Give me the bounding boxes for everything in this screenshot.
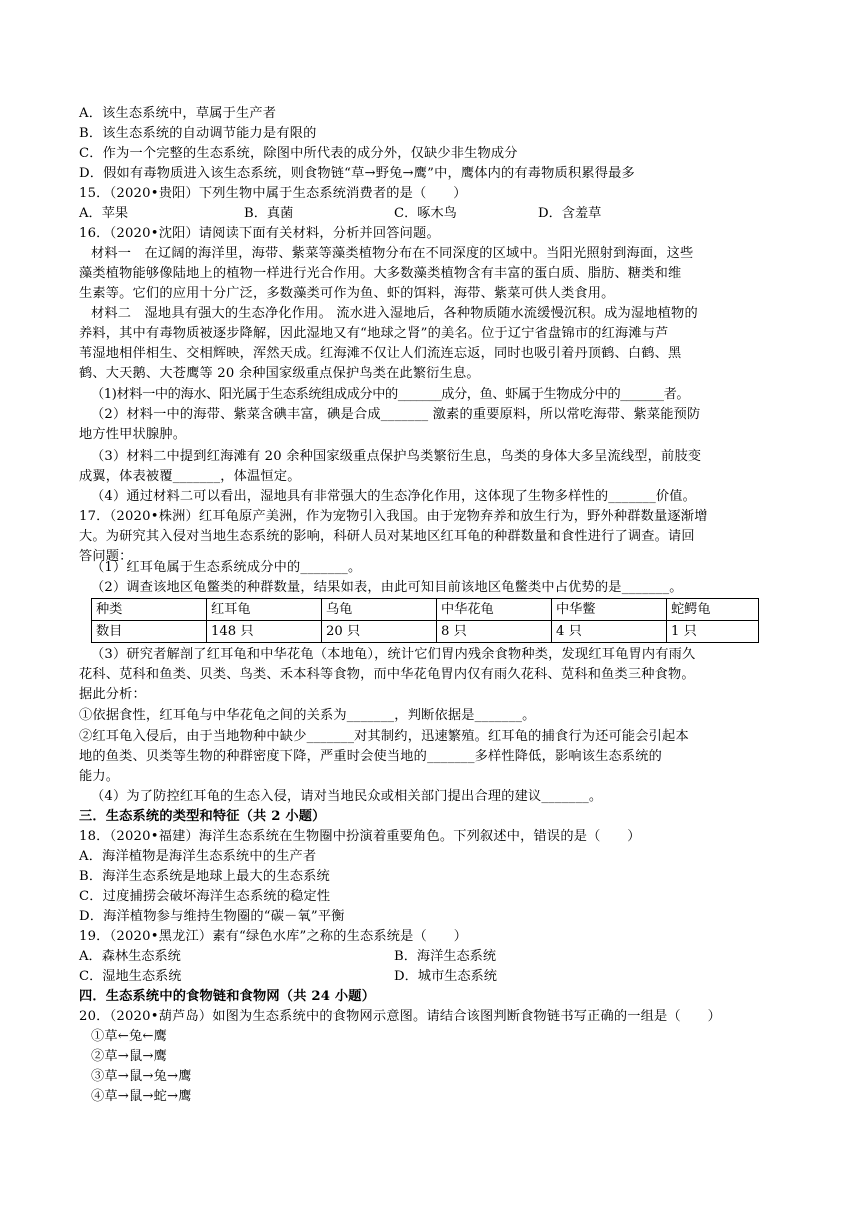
population-table bbox=[91, 598, 759, 643]
q17-line: 17．（2020•株洲）红耳龟原产美洲，作为宠物引入我国。由于宠物弃养和放生行为，野外种群数量逐渐增 bbox=[79, 509, 708, 524]
q16-line: 鹤、大天鹅、大苍鹰等 20 余种国家级重点保护鸟类在此繁衍生息。 bbox=[79, 366, 480, 381]
q16-line: 养料，其中有毒物质被逐步降解，因此湿地又有“地球之肾”的美名。位于辽宁省盘锦市的红海滩与芦 bbox=[79, 326, 669, 341]
q18-option-a: A．海洋植物是海洋生态系统中的生产者 bbox=[79, 849, 317, 864]
q19-stem: 19．（2020•黑龙江）素有“绿色水库”之称的生态系统是（ ） bbox=[79, 929, 468, 944]
q16-sub1: （1)材料一中的海水、阳光属于生态系统组成成分中的_______成分，鱼、虾属于生物成分中的_______者。 bbox=[91, 387, 690, 402]
q17-line: ①依据食性，红耳龟与中华花龟之间的关系为_______，判断依据是_______。 bbox=[79, 708, 536, 723]
q20-stem: 20．（2020•葫芦岛）如图为生态系统中的食物网示意图。请结合该图判断食物链书写正确的一组是（ ） bbox=[79, 1009, 721, 1024]
section-heading: 三．生态系统的类型和特征（共 2 小题） bbox=[79, 809, 326, 824]
q16-sub2: （2）材料一中的海带、紫菜含碘丰富，碘是合成_______ 激素的重要原料，所以常吃海带、紫菜能预防 bbox=[91, 407, 701, 422]
table-cell: 种类 bbox=[92, 599, 207, 621]
q17-line: 能力。 bbox=[79, 769, 120, 784]
q14-option-d: D．假如有毒物质进入该生态系统，则食物链“草→野兔→鹰”中，鹰体内的有毒物质积累得最多 bbox=[79, 166, 635, 181]
table-cell: 中华鳖 bbox=[552, 599, 667, 621]
q19-options-row1 bbox=[79, 947, 779, 967]
q16-line: 地方性甲状腺肿。 bbox=[79, 427, 187, 442]
q15-options bbox=[79, 204, 779, 224]
q20-option-1: ①草←兔←鹰 bbox=[91, 1029, 168, 1044]
q16-line: 材料二 湿地具有强大的生态净化作用。 流水进入湿地后，各种物质随水流缓慢沉积。成为湿地植物的 bbox=[91, 306, 698, 321]
q15-option-a: A．苹果 bbox=[79, 206, 129, 221]
table-cell: 148 只 bbox=[207, 621, 322, 643]
q16-line: 生素等。它们的应用十分广泛，多数藻类可作为鱼、虾的饵料，海带、紫菜可供人类食用。 bbox=[79, 286, 615, 301]
table-header-row bbox=[92, 599, 759, 621]
q20-option-4: ④草→鼠→蛇→鹰 bbox=[91, 1089, 192, 1104]
q17-line: 花科、苋科和鱼类、贝类、鸟类、禾本科等食物，而中华花龟胃内仅有雨久花科、苋科和鱼类三种食物。 bbox=[79, 667, 695, 682]
table-row bbox=[92, 621, 759, 643]
q17-sub1: （1）红耳龟属于生态系统成分中的_______。 bbox=[91, 560, 362, 575]
table-cell: 8 只 bbox=[437, 621, 552, 643]
q17-sub2: （2）调查该地区龟鳖类的种群数量，结果如表，由此可知目前该地区龟鳖类中占优势的是_______。 bbox=[91, 580, 683, 595]
table-cell: 乌龟 bbox=[322, 599, 437, 621]
table-cell: 蛇鳄龟 bbox=[667, 599, 759, 621]
q17-line: 据此分析： bbox=[79, 687, 146, 702]
q17-sub3: （3）研究者解剖了红耳龟和中华花龟（本地龟），统计它们胃内残余食物种类，发现红耳龟胃内有雨久 bbox=[91, 647, 696, 662]
q18-option-b: B．海洋生态系统是地球上最大的生态系统 bbox=[79, 869, 330, 884]
q16-line: 苇湿地相伴相生、交相辉映，浑然天成。红海滩不仅让人们流连忘返，同时也吸引着丹顶鹤、白鹤、黑 bbox=[79, 346, 682, 361]
q14-option-b: B．该生态系统的自动调节能力是有限的 bbox=[79, 126, 317, 141]
q14-option-c: C．作为一个完整的生态系统，除图中所代表的成分外，仅缺少非生物成分 bbox=[79, 146, 518, 161]
q16-line: 材料一 在辽阔的海洋里，海带、紫菜等藻类植物分布在不同深度的区域中。当阳光照射到海面，这些 bbox=[91, 246, 694, 261]
q15-option-b: B．真菌 bbox=[244, 206, 294, 221]
q19-option-a: A．森林生态系统 bbox=[79, 949, 181, 964]
q18-option-c: C．过度捕捞会破坏海洋生态系统的稳定性 bbox=[79, 889, 331, 904]
table-cell: 1 只 bbox=[667, 621, 759, 643]
q16-line: 成翼，体表被覆_______，体温恒定。 bbox=[79, 469, 301, 484]
table-cell: 中华花龟 bbox=[437, 599, 552, 621]
q15-option-c: C．啄木鸟 bbox=[394, 206, 457, 221]
q19-option-c: C．湿地生态系统 bbox=[79, 969, 182, 984]
q19-option-b: B．海洋生态系统 bbox=[394, 949, 497, 964]
q19-options-row2 bbox=[79, 967, 779, 987]
q20-option-2: ②草→鼠→鹰 bbox=[91, 1049, 168, 1064]
q20-option-3: ③草→鼠→兔→鹰 bbox=[91, 1069, 192, 1084]
q14-option-a: A．该生态系统中，草属于生产者 bbox=[79, 106, 277, 121]
q16-sub3: （3）材料二中提到红海滩有 20 余种国家级重点保护鸟类繁衍生息，鸟类的身体大多呈流线型，前肢变 bbox=[91, 449, 702, 464]
q18-stem: 18．（2020•福建）海洋生态系统在生物圈中扮演着重要角色。下列叙述中，错误的是（ ） bbox=[79, 829, 641, 844]
table-cell: 4 只 bbox=[552, 621, 667, 643]
table-cell: 数目 bbox=[92, 621, 207, 643]
table-cell: 红耳龟 bbox=[207, 599, 322, 621]
q19-option-d: D．城市生态系统 bbox=[394, 969, 497, 984]
q18-option-d: D．海洋植物参与维持生物圈的“碳－氧”平衡 bbox=[79, 909, 345, 924]
q16-sub4: （4）通过材料二可以看出，湿地具有非常强大的生态净化作用，这体现了生物多样性的_______价值。 bbox=[91, 489, 697, 504]
q17-line: 答问题： bbox=[79, 549, 133, 564]
q17-line: 大。为研究其入侵对当地生态系统的影响，科研人员对某地区红耳龟的种群数量和食性进行了调查。请回 bbox=[79, 529, 695, 544]
q16-line: 藻类植物能够像陆地上的植物一样进行光合作用。大多数藻类植物含有丰富的蛋白质、脂肪、糖类和维 bbox=[79, 266, 682, 281]
q15-option-d: D．含羞草 bbox=[538, 206, 602, 221]
q17-line: ②红耳龟入侵后，由于当地物种中缺少_______对其制约，迅速繁殖。红耳龟的捕食行为还可能会引起本 bbox=[79, 729, 689, 744]
q17-sub4: （4）为了防控红耳龟的生态入侵，请对当地民众或相关部门提出合理的建议_______。 bbox=[91, 789, 603, 804]
q17-line: 地的鱼类、贝类等生物的种群密度下降，严重时会使当地的_______多样性降低，影响该生态系统的 bbox=[79, 749, 663, 764]
section-heading: 四．生态系统中的食物链和食物网（共 24 小题） bbox=[79, 989, 376, 1004]
table-cell: 20 只 bbox=[322, 621, 437, 643]
q16-line: 16．（2020•沈阳）请阅读下面有关材料，分析并回答问题。 bbox=[79, 226, 440, 241]
q15-stem: 15．（2020•贵阳）下列生物中属于生态系统消费者的是（ ） bbox=[79, 186, 467, 201]
